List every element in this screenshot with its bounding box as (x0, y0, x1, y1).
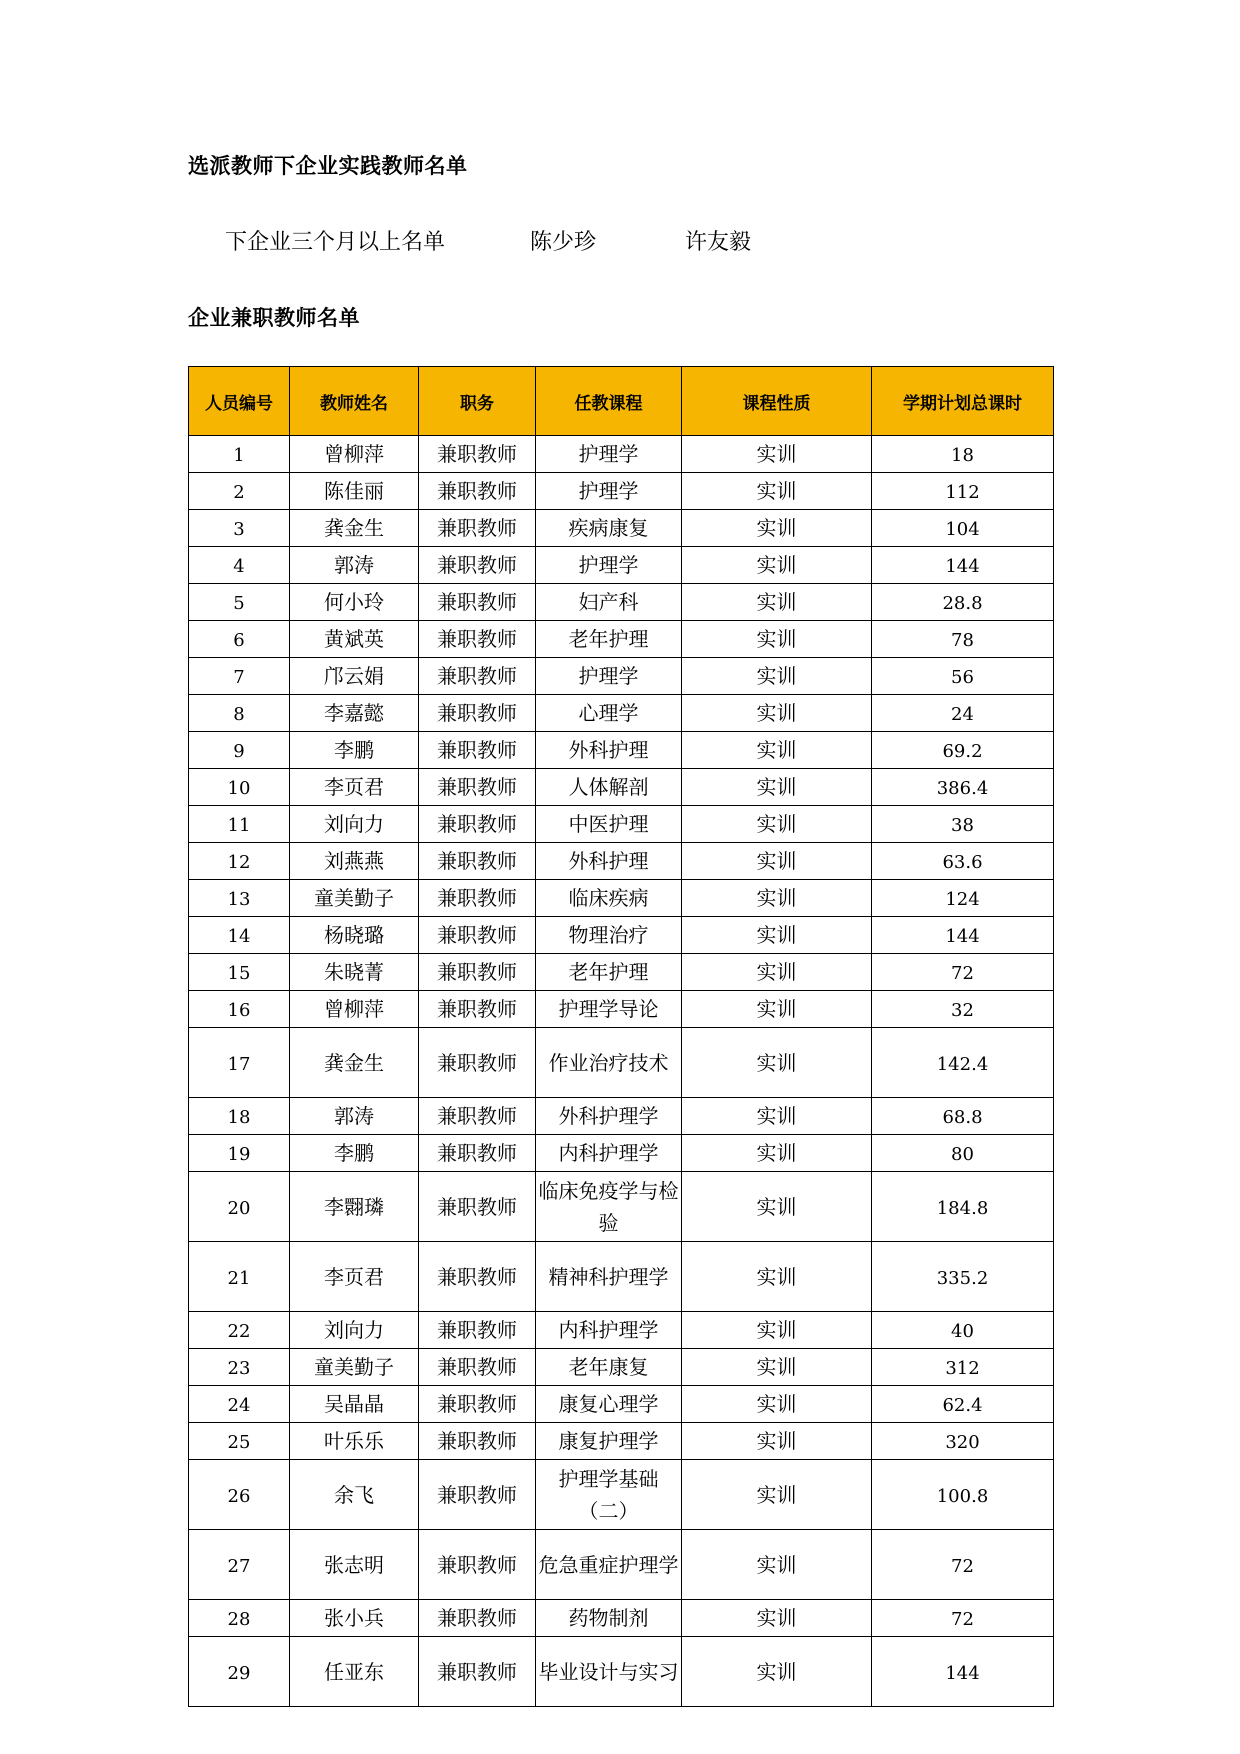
cell-course-type: 实训 (682, 806, 872, 843)
table-row (189, 991, 1054, 1028)
column-header-hours: 学期计划总课时 (872, 367, 1054, 436)
cell-title: 兼职教师 (419, 1098, 536, 1135)
cell-name: 郭涛 (290, 1098, 419, 1135)
cell-course-type: 实训 (682, 547, 872, 584)
cell-title: 兼职教师 (419, 1242, 536, 1312)
cell-id: 28 (189, 1600, 290, 1637)
cell-id: 12 (189, 843, 290, 880)
cell-id: 27 (189, 1530, 290, 1600)
cell-hours: 24 (872, 695, 1054, 732)
cell-hours: 38 (872, 806, 1054, 843)
cell-id: 14 (189, 917, 290, 954)
cell-name: 童美勤子 (290, 880, 419, 917)
table-row (189, 843, 1054, 880)
cell-name: 李嘉懿 (290, 695, 419, 732)
cell-title: 兼职教师 (419, 991, 536, 1028)
cell-hours: 80 (872, 1135, 1054, 1172)
cell-course: 护理学基础（二） (536, 1460, 682, 1530)
cell-name: 李鹏 (290, 1135, 419, 1172)
cell-course-type: 实训 (682, 1312, 872, 1349)
cell-course: 护理学 (536, 473, 682, 510)
table-row (189, 510, 1054, 547)
table-row (189, 769, 1054, 806)
cell-course: 妇产科 (536, 584, 682, 621)
cell-course-type: 实训 (682, 1460, 872, 1530)
cell-course: 人体解剖 (536, 769, 682, 806)
cell-id: 8 (189, 695, 290, 732)
cell-name: 任亚东 (290, 1637, 419, 1707)
cell-hours: 56 (872, 658, 1054, 695)
cell-hours: 312 (872, 1349, 1054, 1386)
cell-name: 黄斌英 (290, 621, 419, 658)
table-row (189, 1530, 1054, 1600)
table-row (189, 917, 1054, 954)
column-header-course-type: 课程性质 (682, 367, 872, 436)
cell-hours: 184.8 (872, 1172, 1054, 1242)
cell-id: 18 (189, 1098, 290, 1135)
cell-name: 龚金生 (290, 510, 419, 547)
column-header-course: 任教课程 (536, 367, 682, 436)
cell-title: 兼职教师 (419, 769, 536, 806)
section-title: 企业兼职教师名单 (188, 306, 360, 330)
cell-name: 郭涛 (290, 547, 419, 584)
table-row (189, 1028, 1054, 1098)
column-header-name: 教师姓名 (290, 367, 419, 436)
cell-id: 19 (189, 1135, 290, 1172)
table-row (189, 695, 1054, 732)
table-row (189, 584, 1054, 621)
cell-id: 6 (189, 621, 290, 658)
cell-name: 曾柳萍 (290, 436, 419, 473)
cell-hours: 78 (872, 621, 1054, 658)
cell-title: 兼职教师 (419, 880, 536, 917)
cell-course: 毕业设计与实习 (536, 1637, 682, 1707)
table-row (189, 1460, 1054, 1530)
cell-hours: 40 (872, 1312, 1054, 1349)
cell-course: 疾病康复 (536, 510, 682, 547)
cell-course-type: 实训 (682, 1530, 872, 1600)
cell-name: 张志明 (290, 1530, 419, 1600)
column-header-id: 人员编号 (189, 367, 290, 436)
cell-title: 兼职教师 (419, 806, 536, 843)
cell-title: 兼职教师 (419, 1386, 536, 1423)
table-row (189, 547, 1054, 584)
cell-course-type: 实训 (682, 1172, 872, 1242)
cell-title: 兼职教师 (419, 1600, 536, 1637)
cell-id: 26 (189, 1460, 290, 1530)
cell-hours: 142.4 (872, 1028, 1054, 1098)
cell-course: 老年护理 (536, 621, 682, 658)
cell-course-type: 实训 (682, 1028, 872, 1098)
cell-title: 兼职教师 (419, 1423, 536, 1460)
cell-name: 童美勤子 (290, 1349, 419, 1386)
cell-title: 兼职教师 (419, 1637, 536, 1707)
cell-title: 兼职教师 (419, 843, 536, 880)
cell-id: 24 (189, 1386, 290, 1423)
cell-course-type: 实训 (682, 1637, 872, 1707)
cell-course-type: 实训 (682, 917, 872, 954)
cell-title: 兼职教师 (419, 1530, 536, 1600)
cell-name: 李翾璘 (290, 1172, 419, 1242)
cell-course-type: 实训 (682, 1098, 872, 1135)
cell-course: 作业治疗技术 (536, 1028, 682, 1098)
cell-title: 兼职教师 (419, 1135, 536, 1172)
cell-title: 兼职教师 (419, 954, 536, 991)
cell-id: 23 (189, 1349, 290, 1386)
cell-id: 5 (189, 584, 290, 621)
cell-id: 16 (189, 991, 290, 1028)
cell-hours: 112 (872, 473, 1054, 510)
cell-title: 兼职教师 (419, 1312, 536, 1349)
cell-hours: 144 (872, 1637, 1054, 1707)
cell-name: 叶乐乐 (290, 1423, 419, 1460)
cell-course-type: 实训 (682, 991, 872, 1028)
cell-name: 曾柳萍 (290, 991, 419, 1028)
table-row (189, 806, 1054, 843)
cell-course-type: 实训 (682, 1386, 872, 1423)
cell-course: 心理学 (536, 695, 682, 732)
cell-hours: 100.8 (872, 1460, 1054, 1530)
cell-hours: 144 (872, 547, 1054, 584)
cell-course-type: 实训 (682, 732, 872, 769)
cell-name: 邝云娟 (290, 658, 419, 695)
cell-hours: 18 (872, 436, 1054, 473)
cell-title: 兼职教师 (419, 547, 536, 584)
column-header-title: 职务 (419, 367, 536, 436)
cell-id: 13 (189, 880, 290, 917)
cell-hours: 63.6 (872, 843, 1054, 880)
cell-title: 兼职教师 (419, 695, 536, 732)
cell-hours: 62.4 (872, 1386, 1054, 1423)
cell-id: 15 (189, 954, 290, 991)
table-row (189, 1423, 1054, 1460)
table-row (189, 1386, 1054, 1423)
cell-name: 朱晓菁 (290, 954, 419, 991)
table-row (189, 1135, 1054, 1172)
cell-course: 护理学导论 (536, 991, 682, 1028)
cell-name: 陈佳丽 (290, 473, 419, 510)
cell-id: 22 (189, 1312, 290, 1349)
cell-course-type: 实训 (682, 436, 872, 473)
cell-course: 临床疾病 (536, 880, 682, 917)
cell-name: 何小玲 (290, 584, 419, 621)
cell-course: 危急重症护理学 (536, 1530, 682, 1600)
table-row (189, 1312, 1054, 1349)
practice-line (225, 225, 825, 255)
cell-course: 康复护理学 (536, 1423, 682, 1460)
cell-title: 兼职教师 (419, 917, 536, 954)
table-row (189, 621, 1054, 658)
cell-hours: 28.8 (872, 584, 1054, 621)
cell-name: 杨晓璐 (290, 917, 419, 954)
cell-course: 外科护理学 (536, 1098, 682, 1135)
cell-id: 9 (189, 732, 290, 769)
table-row (189, 1600, 1054, 1637)
cell-course: 精神科护理学 (536, 1242, 682, 1312)
cell-hours: 32 (872, 991, 1054, 1028)
table-row (189, 732, 1054, 769)
cell-course-type: 实训 (682, 843, 872, 880)
cell-hours: 124 (872, 880, 1054, 917)
cell-course-type: 实训 (682, 880, 872, 917)
cell-id: 3 (189, 510, 290, 547)
cell-course-type: 实训 (682, 621, 872, 658)
cell-course-type: 实训 (682, 954, 872, 991)
cell-course-type: 实训 (682, 1600, 872, 1637)
cell-course: 外科护理 (536, 843, 682, 880)
cell-course-type: 实训 (682, 510, 872, 547)
cell-name: 刘向力 (290, 806, 419, 843)
cell-id: 29 (189, 1637, 290, 1707)
cell-name: 龚金生 (290, 1028, 419, 1098)
cell-course: 物理治疗 (536, 917, 682, 954)
table-row (189, 1172, 1054, 1242)
cell-course-type: 实训 (682, 769, 872, 806)
cell-course: 老年康复 (536, 1349, 682, 1386)
cell-name: 李页君 (290, 769, 419, 806)
cell-course-type: 实训 (682, 473, 872, 510)
cell-course-type: 实训 (682, 584, 872, 621)
cell-course: 护理学 (536, 436, 682, 473)
cell-hours: 335.2 (872, 1242, 1054, 1312)
cell-hours: 69.2 (872, 732, 1054, 769)
cell-id: 11 (189, 806, 290, 843)
part-time-teacher-table (188, 366, 1054, 1707)
cell-course: 药物制剂 (536, 1600, 682, 1637)
cell-course: 康复心理学 (536, 1386, 682, 1423)
table-row (189, 473, 1054, 510)
cell-hours: 72 (872, 1600, 1054, 1637)
practice-label: 下企业三个月以上名单 (225, 230, 446, 255)
cell-course-type: 实训 (682, 1135, 872, 1172)
cell-id: 10 (189, 769, 290, 806)
table-row (189, 954, 1054, 991)
cell-id: 21 (189, 1242, 290, 1312)
cell-title: 兼职教师 (419, 584, 536, 621)
cell-title: 兼职教师 (419, 510, 536, 547)
cell-hours: 72 (872, 954, 1054, 991)
cell-hours: 68.8 (872, 1098, 1054, 1135)
cell-title: 兼职教师 (419, 1349, 536, 1386)
cell-name: 刘向力 (290, 1312, 419, 1349)
cell-title: 兼职教师 (419, 1028, 536, 1098)
cell-course-type: 实训 (682, 658, 872, 695)
cell-course: 护理学 (536, 547, 682, 584)
table-row (189, 1349, 1054, 1386)
cell-course: 内科护理学 (536, 1312, 682, 1349)
cell-course: 内科护理学 (536, 1135, 682, 1172)
cell-id: 4 (189, 547, 290, 584)
cell-id: 1 (189, 436, 290, 473)
cell-hours: 144 (872, 917, 1054, 954)
cell-course: 外科护理 (536, 732, 682, 769)
cell-id: 7 (189, 658, 290, 695)
cell-name: 余飞 (290, 1460, 419, 1530)
cell-name: 吴晶晶 (290, 1386, 419, 1423)
table-header-row (189, 367, 1054, 436)
cell-course: 临床免疫学与检验 (536, 1172, 682, 1242)
cell-title: 兼职教师 (419, 621, 536, 658)
practice-teacher-name: 许友毅 (685, 230, 752, 255)
cell-hours: 104 (872, 510, 1054, 547)
cell-id: 17 (189, 1028, 290, 1098)
table-row (189, 1242, 1054, 1312)
cell-course-type: 实训 (682, 1349, 872, 1386)
table-row (189, 658, 1054, 695)
cell-title: 兼职教师 (419, 1172, 536, 1242)
cell-name: 李鹏 (290, 732, 419, 769)
cell-name: 张小兵 (290, 1600, 419, 1637)
cell-title: 兼职教师 (419, 436, 536, 473)
cell-id: 25 (189, 1423, 290, 1460)
cell-title: 兼职教师 (419, 1460, 536, 1530)
table-row (189, 436, 1054, 473)
table-row (189, 1637, 1054, 1707)
cell-id: 20 (189, 1172, 290, 1242)
cell-course-type: 实训 (682, 1423, 872, 1460)
cell-hours: 320 (872, 1423, 1054, 1460)
cell-title: 兼职教师 (419, 732, 536, 769)
cell-course: 老年护理 (536, 954, 682, 991)
cell-id: 2 (189, 473, 290, 510)
cell-hours: 386.4 (872, 769, 1054, 806)
cell-hours: 72 (872, 1530, 1054, 1600)
cell-course-type: 实训 (682, 1242, 872, 1312)
table-row (189, 1098, 1054, 1135)
cell-course: 中医护理 (536, 806, 682, 843)
cell-name: 李页君 (290, 1242, 419, 1312)
cell-course: 护理学 (536, 658, 682, 695)
page-title: 选派教师下企业实践教师名单 (188, 154, 468, 178)
cell-title: 兼职教师 (419, 658, 536, 695)
table-row (189, 880, 1054, 917)
cell-course-type: 实训 (682, 695, 872, 732)
cell-name: 刘燕燕 (290, 843, 419, 880)
practice-teacher-name: 陈少珍 (530, 230, 597, 255)
cell-title: 兼职教师 (419, 473, 536, 510)
